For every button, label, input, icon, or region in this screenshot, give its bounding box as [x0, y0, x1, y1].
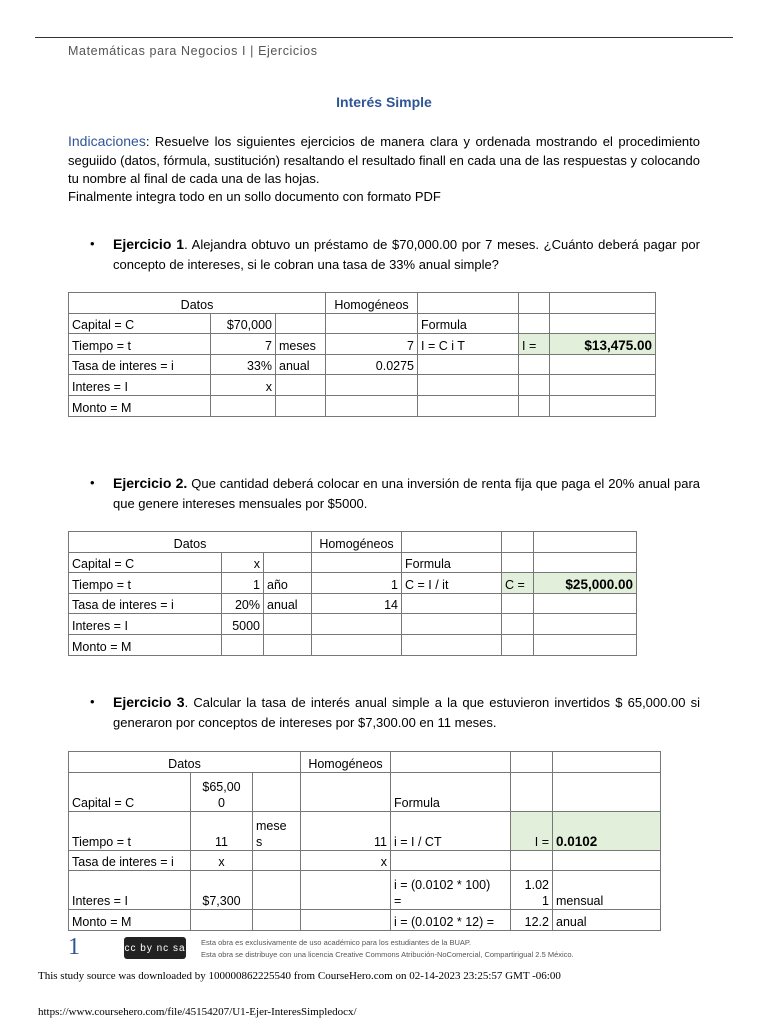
table-cell — [519, 375, 550, 396]
table-cell: I = — [519, 334, 550, 355]
table-cell: anual — [553, 910, 661, 931]
table-cell — [312, 614, 402, 635]
exercise-text: Que cantidad deberá colocar en una inversión de renta fija que paga el 20% anual para que genere intereses mensuales por $5000. — [113, 476, 701, 511]
table-cell — [550, 313, 656, 334]
exercise-label: Ejercicio 3 — [113, 694, 185, 710]
header-cell: Homogéneos — [301, 752, 391, 773]
table-cell: Tasa de interes = i — [69, 850, 191, 871]
table-cell — [402, 634, 502, 655]
header-cell — [511, 752, 553, 773]
table-cell: Capital = C — [69, 772, 191, 811]
result-cell: $25,000.00 — [534, 573, 637, 594]
table-cell: 11 — [191, 811, 253, 850]
header-cell: Homogéneos — [326, 293, 418, 314]
table-cell — [276, 375, 326, 396]
table-cell: meses — [276, 334, 326, 355]
table-cell: I = — [511, 811, 553, 850]
table-cell — [534, 552, 637, 573]
exercise-1: • Ejercicio 1. Alejandra obtuvo un préstamo de $70,000.00 por 7 meses. ¿Cuánto deberá pagar por concepto de intereses, si le cobran una tasa de 33% anual simple? — [90, 236, 700, 272]
table-cell — [502, 593, 534, 614]
table-cell: Tasa de interes = i — [69, 593, 222, 614]
table-cell — [276, 313, 326, 334]
table-cell: Monto = M — [69, 395, 211, 416]
table-cell — [550, 395, 656, 416]
header-cell — [550, 293, 656, 314]
instructions-label: Indicaciones — [68, 133, 146, 149]
table-cell: x — [301, 850, 391, 871]
table-cell — [312, 552, 402, 573]
table-cell: mese s — [253, 811, 301, 850]
table-cell — [534, 614, 637, 635]
table-cell: x — [211, 375, 276, 396]
header-cell: Homogéneos — [312, 532, 402, 553]
table-row — [69, 552, 637, 573]
table-cell — [402, 593, 502, 614]
header-cell: Datos — [69, 532, 312, 553]
table-cell: 20% — [222, 593, 264, 614]
exercise-text: . Alejandra obtuvo un préstamo de $70,000.00 por 7 meses. ¿Cuánto deberá pagar por concepto de intereses, si le cobran una tasa de 33% anual simple? — [113, 237, 700, 272]
exercise-text: . Calcular la tasa de interés anual simple a la que estuvieron invertidos $ 65,000.00 si generaron por conceptos de intereses por $7,300.00 en 11 meses. — [113, 695, 700, 730]
license-text — [201, 937, 574, 961]
table-cell — [222, 634, 264, 655]
table-cell — [253, 871, 301, 910]
table-row — [69, 375, 656, 396]
table-row — [69, 850, 661, 871]
table-cell: Tiempo = t — [69, 573, 222, 594]
result-cell: 0.0102 — [553, 811, 661, 850]
instructions-line2: Finalmente integra todo en un sollo documento con formato PDF — [68, 189, 441, 204]
table-cell: Interes = I — [69, 871, 191, 910]
table-cell — [502, 614, 534, 635]
table-cell — [253, 772, 301, 811]
table-cell — [326, 375, 418, 396]
table-row — [69, 634, 637, 655]
table-row — [69, 573, 637, 594]
table-cell: 12.2 — [511, 910, 553, 931]
table-cell — [502, 552, 534, 573]
license-line-2: Esta obra se distribuye con una licencia Creative Commons Atribución-NoComercial, Compartirigual 2.5 México. — [201, 950, 574, 959]
header-cell — [418, 293, 519, 314]
table-cell: Capital = C — [69, 552, 222, 573]
table-cell: 0.0275 — [326, 354, 418, 375]
license-line-1: Esta obra es exclusivamente de uso académico para los estudiantes de la BUAP. — [201, 938, 472, 947]
table-cell: 7 — [326, 334, 418, 355]
table-cell — [326, 313, 418, 334]
table-cell: 1 — [312, 573, 402, 594]
table-cell — [519, 313, 550, 334]
table-cell — [418, 354, 519, 375]
table-cell: C = — [502, 573, 534, 594]
table-cell: Monto = M — [69, 910, 191, 931]
table-row — [69, 354, 656, 375]
table-cell: Tasa de interes = i — [69, 354, 211, 375]
table-cell: i = I / CT — [391, 811, 511, 850]
table-cell — [418, 375, 519, 396]
table-row — [69, 811, 661, 850]
table-cell — [534, 634, 637, 655]
table-cell — [511, 850, 553, 871]
table-row — [69, 593, 637, 614]
table-cell — [511, 772, 553, 811]
creative-commons-logo: cc by nc sa — [124, 937, 186, 959]
table-cell: Interes = I — [69, 375, 211, 396]
table-cell — [550, 354, 656, 375]
table-row — [69, 395, 656, 416]
table-cell: 14 — [312, 593, 402, 614]
header-cell — [502, 532, 534, 553]
table-cell — [264, 552, 312, 573]
page-number: 1 — [68, 934, 80, 960]
table-cell — [534, 593, 637, 614]
table-cell: 5000 — [222, 614, 264, 635]
exercise-2: • Ejercicio 2. Que cantidad deberá colocar en una inversión de renta fija que paga el 20% anual para que genere intereses mensuales por $5000. — [90, 475, 701, 511]
table-cell — [264, 614, 312, 635]
table-row — [69, 871, 661, 910]
table-cell — [276, 395, 326, 416]
table-cell — [211, 395, 276, 416]
table-row — [69, 772, 661, 811]
header-cell: Datos — [69, 752, 301, 773]
table-cell: Interes = I — [69, 614, 222, 635]
exercise-label: Ejercicio 1 — [113, 236, 185, 252]
table-cell — [502, 634, 534, 655]
table-row — [69, 614, 637, 635]
table-cell — [519, 395, 550, 416]
instructions — [68, 132, 700, 189]
table-cell: I = C i T — [418, 334, 519, 355]
table-cell: Monto = M — [69, 634, 222, 655]
table-exercise-2 — [68, 531, 637, 656]
instructions-text: : Resuelve los siguientes ejercicios de manera clara y ordenada mostrando el procedimiento seguiido (datos, fórmula, sustitución) resaltando el resultado finall en cada una de las respuestas y colocando tu nombre al final de cada una de las hojas. — [68, 134, 700, 186]
table-exercise-1 — [68, 292, 656, 417]
table-cell: 1.02 1 — [511, 871, 553, 910]
table-row — [69, 334, 656, 355]
download-notice: This study source was downloaded by 100000862225540 from CourseHero.com on 02-14-2023 23:25:57 GMT -06:00 — [38, 970, 561, 982]
table-cell — [312, 634, 402, 655]
header-cell — [391, 752, 511, 773]
result-cell: $13,475.00 — [550, 334, 656, 355]
header-cell: Datos — [69, 293, 326, 314]
table-cell: 1 — [222, 573, 264, 594]
table-cell: 33% — [211, 354, 276, 375]
table-cell — [418, 395, 519, 416]
table-cell: mensual — [553, 871, 661, 910]
table-cell — [553, 850, 661, 871]
table-header-row — [69, 293, 656, 314]
table-cell — [391, 850, 511, 871]
table-cell — [402, 614, 502, 635]
table-cell — [301, 772, 391, 811]
table-cell: Formula — [402, 552, 502, 573]
table-cell: Tiempo = t — [69, 334, 211, 355]
table-cell — [253, 850, 301, 871]
header-cell — [553, 752, 661, 773]
table-cell: Tiempo = t — [69, 811, 191, 850]
table-cell: Formula — [391, 772, 511, 811]
table-cell — [191, 910, 253, 931]
table-cell — [301, 910, 391, 931]
table-cell — [326, 395, 418, 416]
table-cell: año — [264, 573, 312, 594]
table-cell: i = (0.0102 * 100) = — [391, 871, 511, 910]
exercise-3: • Ejercicio 3. Calcular la tasa de interés anual simple a la que estuvieron invertidos $ 65,000.00 si generaron por conceptos de intereses por $7,300.00 en 11 meses. — [90, 694, 700, 730]
table-header-row — [69, 752, 661, 773]
table-cell — [553, 772, 661, 811]
table-cell — [253, 910, 301, 931]
table-cell: $7,300 — [191, 871, 253, 910]
table-header-row — [69, 532, 637, 553]
table-cell: C = I / it — [402, 573, 502, 594]
table-cell: $70,000 — [211, 313, 276, 334]
table-cell: x — [191, 850, 253, 871]
table-cell: anual — [264, 593, 312, 614]
page-title: Interés Simple — [336, 94, 432, 110]
table-cell — [519, 354, 550, 375]
table-cell: i = (0.0102 * 12) = — [391, 910, 511, 931]
table-row — [69, 910, 661, 931]
exercise-label: Ejercicio 2. — [113, 475, 188, 491]
page-header: Matemáticas para Negocios I | Ejercicios — [68, 44, 318, 58]
table-exercise-3 — [68, 751, 661, 931]
header-cell — [519, 293, 550, 314]
table-cell — [264, 634, 312, 655]
table-row — [69, 313, 656, 334]
header-cell — [402, 532, 502, 553]
source-url[interactable]: https://www.coursehero.com/file/45154207/U1-Ejer-InteresSimpledocx/ — [38, 1006, 357, 1018]
table-cell: $65,00 0 — [191, 772, 253, 811]
table-cell — [550, 375, 656, 396]
table-cell — [301, 871, 391, 910]
table-cell: Formula — [418, 313, 519, 334]
header-rule — [35, 37, 733, 38]
header-cell — [534, 532, 637, 553]
table-cell: 11 — [301, 811, 391, 850]
table-cell: 7 — [211, 334, 276, 355]
table-cell: anual — [276, 354, 326, 375]
table-cell: Capital = C — [69, 313, 211, 334]
table-cell: x — [222, 552, 264, 573]
